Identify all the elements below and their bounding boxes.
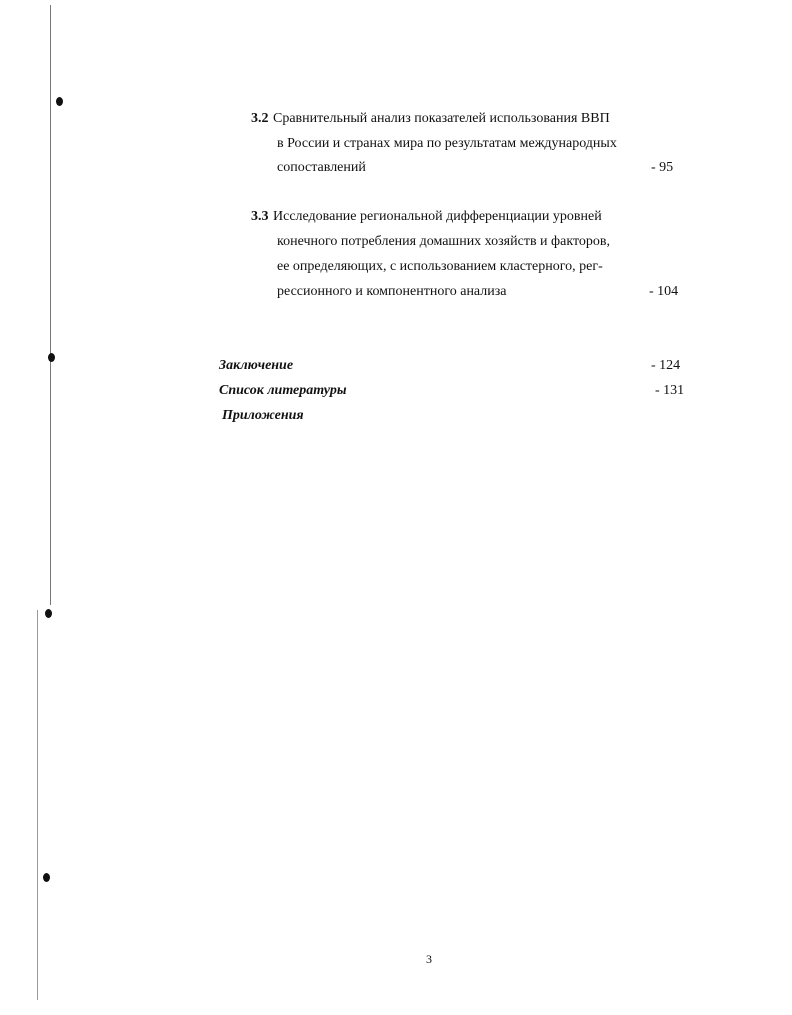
toc-entry-title: Сравнительный анализ показателей использования ВВП — [273, 111, 610, 126]
scan-edge-line — [50, 5, 51, 605]
toc-entry-title: Исследование региональной дифференциации уровней — [273, 209, 602, 224]
punch-hole-mark — [43, 873, 50, 882]
toc-page-ref: - 95 — [651, 160, 674, 175]
toc-entry-title: в России и странах мира по результатам международных — [277, 136, 617, 151]
toc-page-ref: - 124 — [651, 358, 681, 373]
toc-page-ref: - 104 — [649, 284, 679, 299]
toc-entry-title: сопоставлений — [277, 160, 366, 175]
toc-entry-title: рессионного и компонентного анализа — [277, 284, 507, 299]
toc-appendices: Приложения — [222, 408, 304, 423]
punch-hole-mark — [45, 609, 52, 618]
section-number: 3.2 — [251, 111, 269, 126]
page-number: 3 — [426, 952, 432, 966]
section-number: 3.3 — [251, 209, 269, 224]
punch-hole-mark — [48, 353, 55, 362]
scan-edge-line — [37, 610, 38, 1000]
toc-conclusion: Заключение — [219, 358, 294, 373]
punch-hole-mark — [56, 97, 63, 106]
toc-references: Список литературы — [219, 383, 347, 398]
toc-entry-title: конечного потребления домашних хозяйств и факторов, — [277, 234, 610, 249]
toc-entry-title: ее определяющих, с использованием кластерного, рег- — [277, 259, 603, 274]
toc-page-ref: - 131 — [655, 383, 685, 398]
